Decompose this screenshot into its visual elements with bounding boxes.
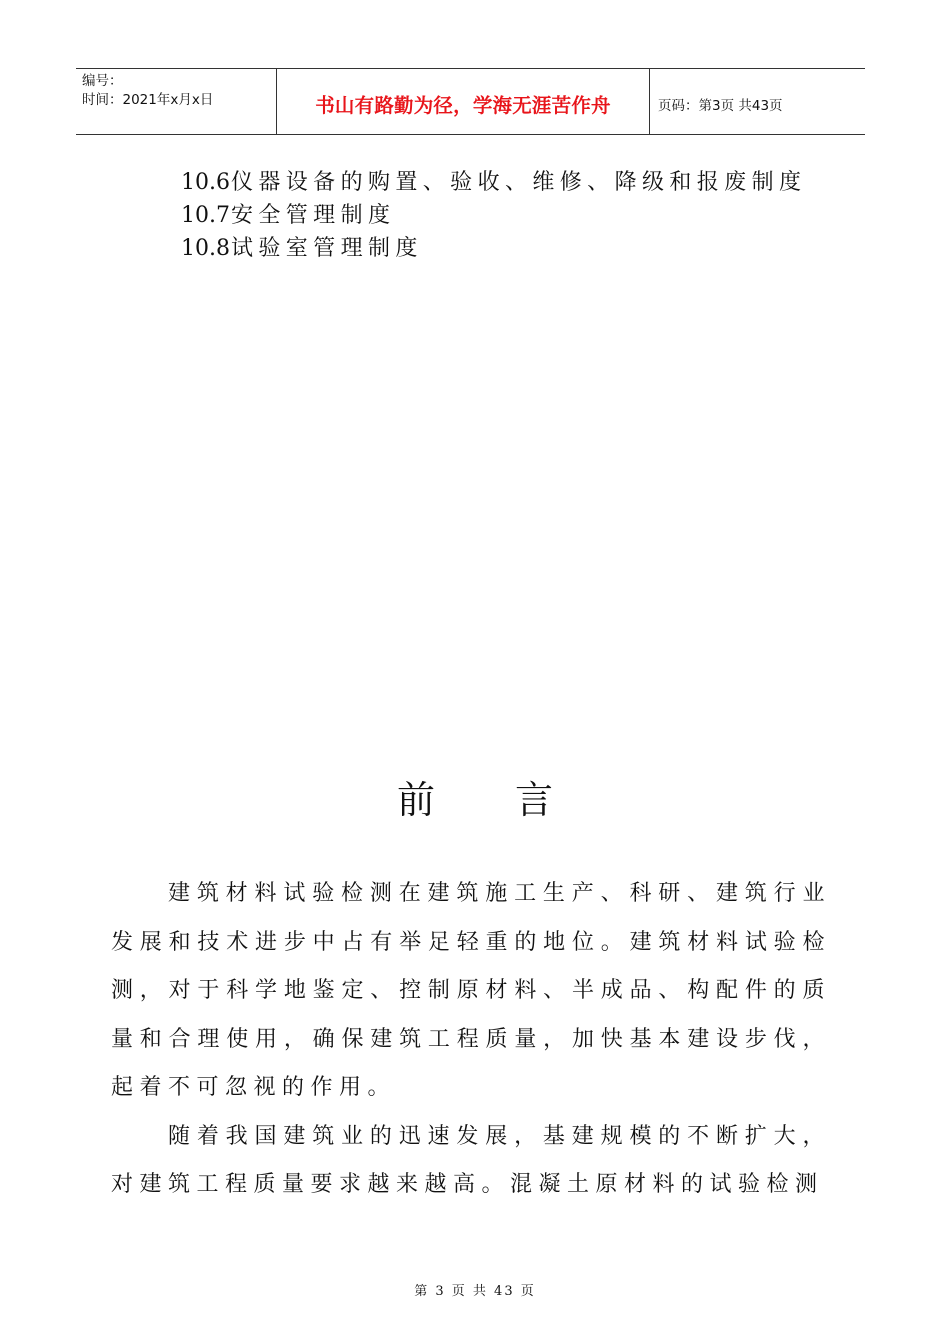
- toc-item: [181, 199, 806, 232]
- header-slogan-cell: [277, 69, 650, 134]
- page-footer: 第 3 页 共 43 页: [414, 1284, 536, 1299]
- table-of-contents: [181, 166, 806, 265]
- document-time-label: 时间：2021年x月x日: [82, 92, 214, 108]
- toc-item-text: 仪器设备的购置、验收、维修、降级和报废制度: [230, 170, 807, 195]
- header-slogan: 书山有路勤为径，学海无涯苦作舟: [315, 93, 611, 117]
- body-text: [111, 870, 831, 1210]
- document-number-label: 编号：: [82, 73, 123, 89]
- header-page-label: 页码：第3页 共43页: [658, 97, 783, 114]
- header-meta-cell: [76, 69, 277, 134]
- toc-item: [181, 166, 806, 199]
- body-paragraph: 建筑材料试验检测在建筑施工生产、科研、建筑行业发展和技术进步中占有举足轻重的地位。建筑材料试验检测，对于科学地鉴定、控制原材料、半成品、构配件的质量和合理使用，确保建筑工程质量，加快基本建设步伐，起着不可忽视的作用。: [111, 881, 831, 1100]
- toc-item-text: 试验室管理制度: [230, 236, 423, 261]
- toc-item-text: 安全管理制度: [230, 203, 396, 228]
- toc-item-number: 10.7: [181, 203, 230, 228]
- toc-item: [181, 232, 806, 265]
- header-table: [76, 68, 865, 135]
- toc-item-number: 10.8: [181, 236, 230, 261]
- toc-item-number: 10.6: [181, 170, 230, 195]
- header-page-cell: [650, 69, 865, 134]
- section-title: 前言: [396, 778, 633, 822]
- body-paragraph: 随着我国建筑业的迅速发展，基建规模的不断扩大，对建筑工程质量要求越来越高。混凝土原材料的试验检测: [111, 1123, 831, 1197]
